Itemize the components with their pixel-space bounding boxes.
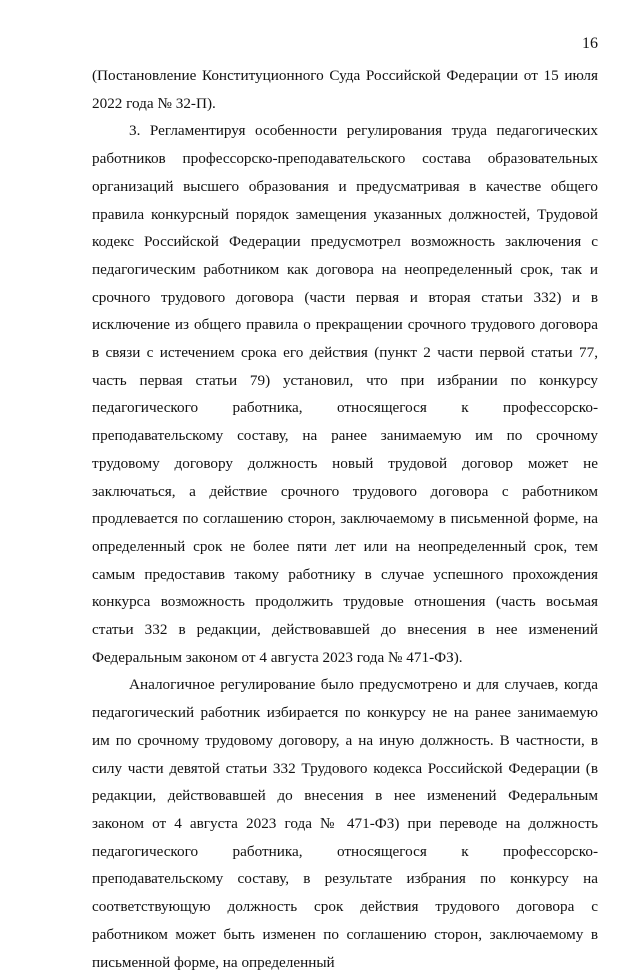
paragraph-item-3: 3. Регламентируя особенности регулирования труда педагогических работников профессорско-преподавательского состава образовательных организаций высшего образования и предусматривая в качестве общего правила конкурсный порядок замещения указанных должностей, Трудовой кодекс Российской Федерации предусмотрел возможность заключения с педагогическим работником как договора на неопределенный срок, так и срочного трудового договора (части первая и вторая статьи 332) и в исключение из общего правила о прекращении срочного трудового договора в связи с истечением срока его действия (пункт 2 части первой статьи 77, часть первая статьи 79) установил, что при избрании по конкурсу педагогического работника, относящегося к профессорско-преподавательскому составу, на ранее занимаемую им по срочному трудовому договору должность новый трудовой договор может не заключаться, а действие срочного трудового договора с работником продлевается по соглашению сторон, заключаемому в письменной форме, на определенный срок не более пяти лет или на неопределенный срок, тем самым предоставив такому работнику в случае успешного прохождения конкурса возможность продолжить трудовые отношения (часть восьмая статьи 332 в редакции, действовавшей до внесения в нее изменений Федеральным законом от 4 августа 2023 года № 471-ФЗ). — [92, 122, 598, 666]
paragraph-analogous-regulation: Аналогичное регулирование было предусмотрено и для случаев, когда педагогический работник избирается по конкурсу не на ранее занимаемую им по срочному трудовому договору, а на иную должность. В частности, в силу части девятой статьи 332 Трудового кодекса Российской Федерации (в редакции, действовавшей до внесения в нее изменений Федеральным законом от 4 августа 2023 года № 471-ФЗ) при переводе на должность педагогического работника, относящегося к профессорско-преподавательскому составу, в результате избрания по конкурсу на соответствующую должность срок действия трудового договора с работником может быть изменен по соглашению сторон, заключаемому в письменной форме, на определенный — [92, 676, 598, 971]
page-body — [92, 62, 598, 976]
paragraph-citation: (Постановление Конституционного Суда Российской Федерации от 15 июля 2022 года № 32-П). — [92, 67, 598, 112]
page-number: 16 — [582, 35, 598, 52]
